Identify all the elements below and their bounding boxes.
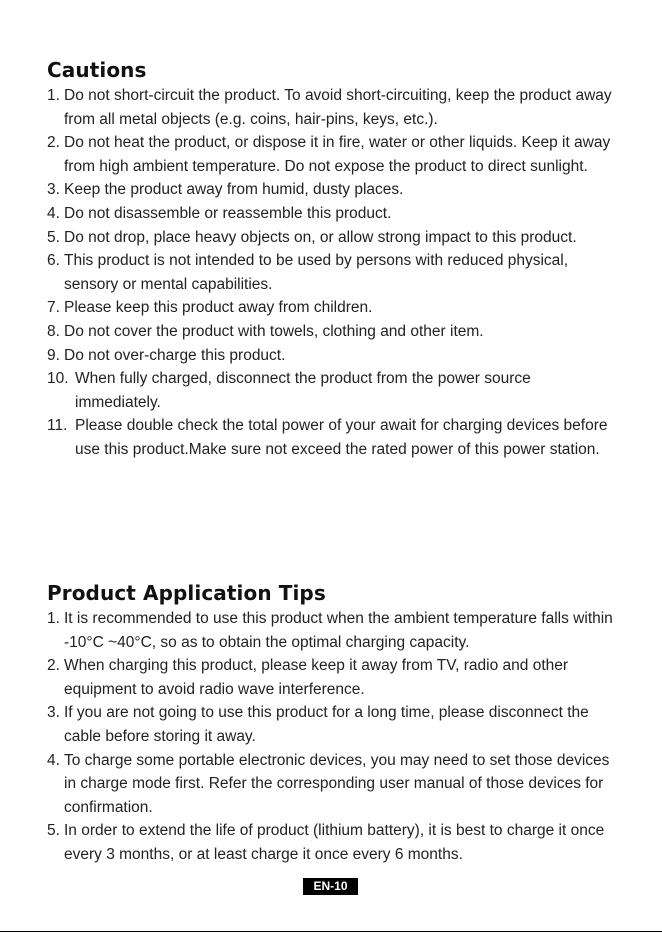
tips-list	[47, 607, 618, 867]
caution-item-10	[47, 367, 618, 414]
cautions-heading: Cautions	[47, 58, 147, 82]
tip-item-4	[47, 749, 618, 820]
caution-item-11	[47, 414, 618, 461]
caution-item-2	[47, 131, 618, 178]
list-number: 3.	[47, 704, 60, 722]
page-number-badge: EN-10	[303, 878, 358, 895]
list-number: 2.	[47, 657, 60, 675]
list-number: 1.	[47, 87, 60, 104]
list-number: 1.	[47, 610, 60, 627]
list-number: 5.	[47, 822, 60, 840]
list-text: Do not over-charge this product.	[64, 346, 286, 364]
list-text: Keep the product away from humid, dusty places.	[64, 181, 404, 199]
list-number: 4.	[47, 204, 60, 222]
list-text: Do not disassemble or reassemble this product.	[64, 204, 392, 222]
list-text: In order to extend the life of product (lithium battery), it is best to charge it once every 3 months, or at least charge it once every 6 months.	[64, 822, 605, 863]
tip-item-3	[47, 701, 618, 748]
list-number: 11.	[47, 417, 68, 435]
list-text: Do not drop, place heavy objects on, or allow strong impact to this product.	[64, 228, 577, 246]
list-text: Do not heat the product, or dispose it in fire, water or other liquids. Keep it away from high ambient temperature. Do not expose the product to direct sunlight.	[64, 134, 611, 175]
tips-heading: Product Application Tips	[47, 581, 326, 605]
list-number: 7.	[47, 299, 60, 317]
tip-item-2	[47, 654, 618, 701]
caution-item-7	[47, 296, 618, 320]
caution-item-4	[47, 202, 618, 226]
list-number: 6.	[47, 252, 60, 270]
caution-item-3	[47, 178, 618, 202]
list-text: To charge some portable electronic devices, you may need to set those devices in charge mode first. Refer the corresponding user manual of those devices for confirmation.	[64, 751, 610, 816]
tip-item-1	[47, 607, 618, 654]
caution-item-6	[47, 249, 618, 296]
caution-item-9	[47, 344, 618, 368]
list-text: When charging this product, please keep it away from TV, radio and other equipment to avoid radio wave interference.	[64, 657, 569, 698]
cautions-list	[47, 84, 618, 462]
list-number: 10.	[47, 370, 69, 388]
list-number: 9.	[47, 346, 60, 364]
list-number: 2.	[47, 134, 60, 152]
caution-item-8	[47, 320, 618, 344]
list-text: Do not short-circuit the product. To avoid short-circuiting, keep the product away from all metal objects (e.g. coins, hair-pins, keys, etc.).	[64, 87, 612, 128]
bottom-divider	[0, 931, 662, 932]
caution-item-5	[47, 226, 618, 250]
caution-item-1	[47, 84, 618, 131]
list-number: 3.	[47, 181, 60, 199]
list-text: It is recommended to use this product when the ambient temperature falls within -10°C ~40°C, so as to obtain the optimal charging capacity.	[64, 610, 613, 651]
list-text: When fully charged, disconnect the product from the power source immediately.	[75, 370, 531, 411]
list-text: If you are not going to use this product for a long time, please disconnect the cable before storing it away.	[64, 704, 589, 745]
list-number: 4.	[47, 751, 60, 769]
list-text: Do not cover the product with towels, clothing and other item.	[64, 322, 484, 340]
list-text: Please double check the total power of your await for charging devices before use this product.Make sure not exceed the rated power of this power station.	[75, 417, 608, 458]
list-number: 8.	[47, 322, 60, 340]
list-number: 5.	[47, 228, 60, 246]
list-text: Please keep this product away from children.	[64, 299, 373, 317]
list-text: This product is not intended to be used by persons with reduced physical, sensory or mental capabilities.	[64, 252, 569, 293]
tip-item-5	[47, 819, 618, 866]
